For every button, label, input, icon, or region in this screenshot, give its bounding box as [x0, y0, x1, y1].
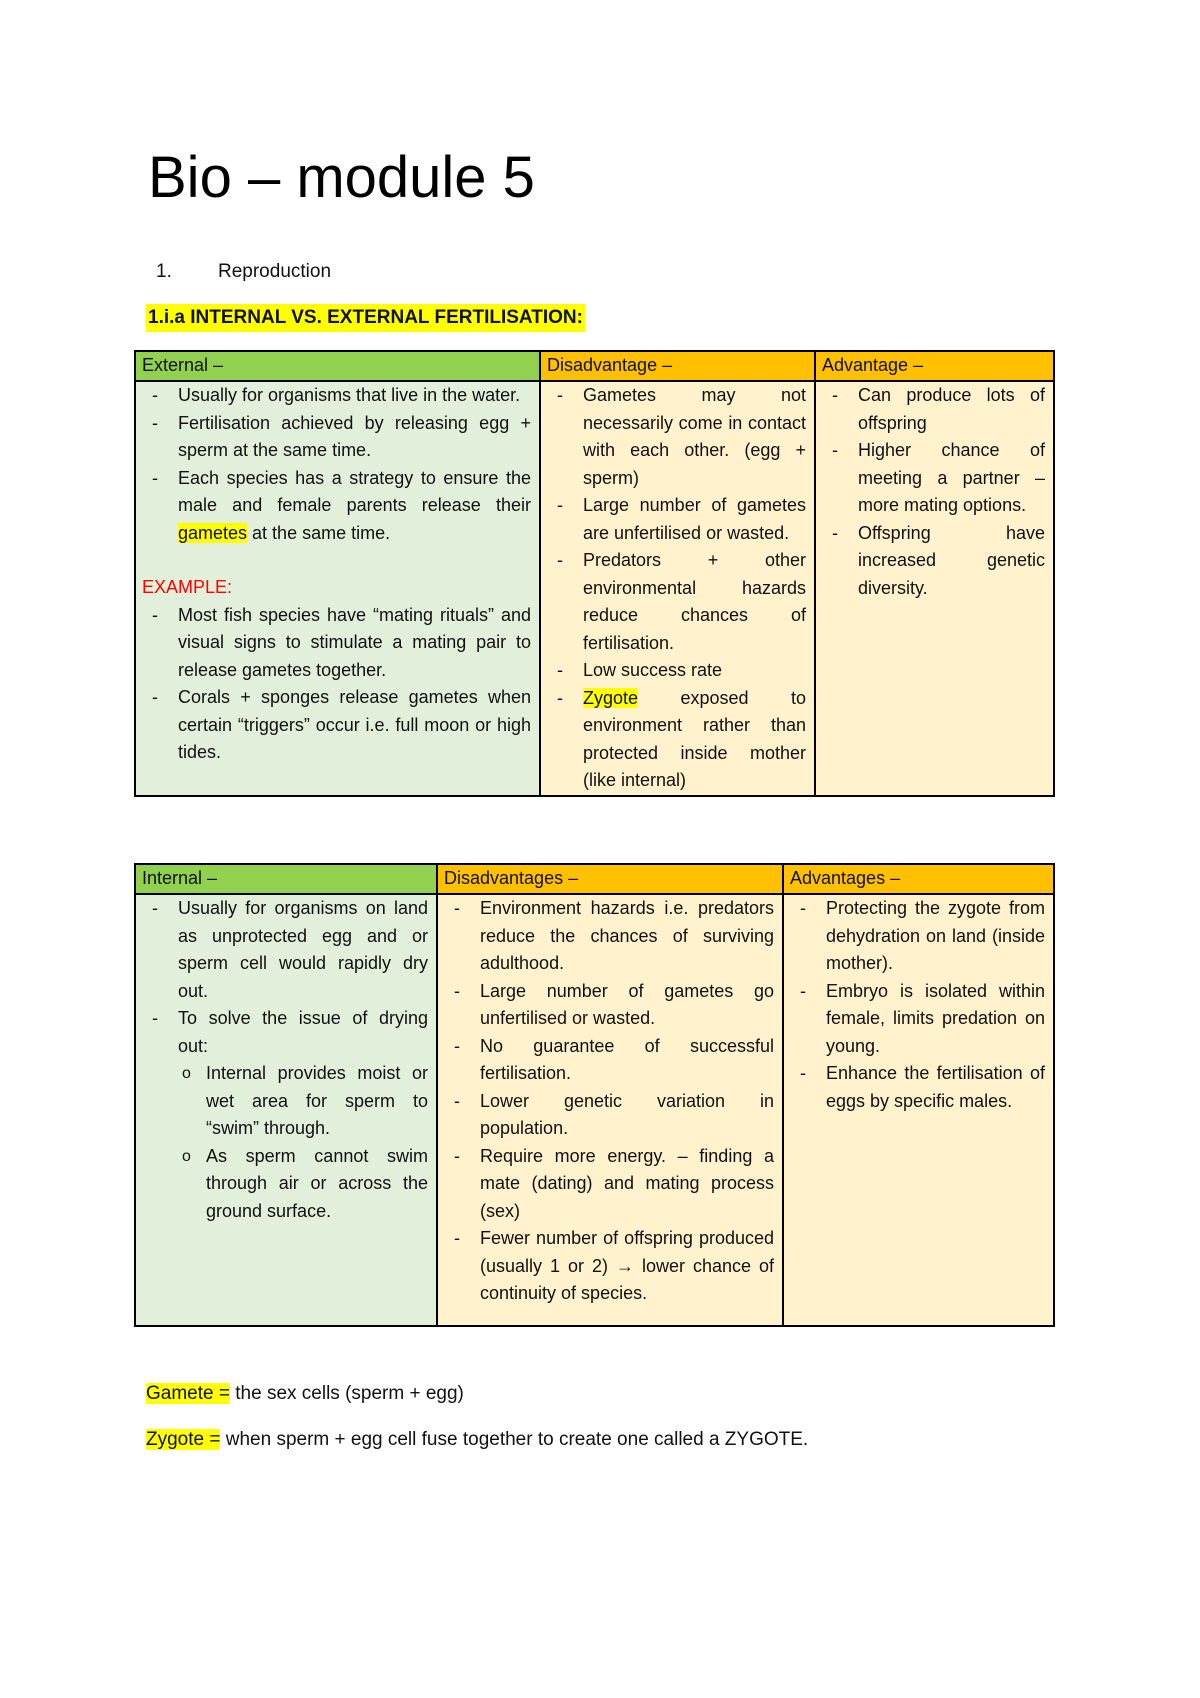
internal-description-cell: [135, 894, 437, 1326]
list-item: - Fertilisation achieved by releasing egg + sperm at the same time.: [142, 410, 531, 465]
list-item: - Zygote exposed to environment rather than protected inside mother (like internal): [547, 685, 806, 795]
header-advantage: Advantage –: [815, 351, 1054, 381]
list-item: - Low success rate: [547, 657, 806, 685]
section-label: Reproduction: [218, 261, 332, 282]
list-item: - Enhance the fertilisation of eggs by specific males.: [790, 1060, 1045, 1115]
external-fertilisation-table: [134, 350, 1055, 797]
list-item: - Protecting the zygote from dehydration on land (inside mother).: [790, 895, 1045, 978]
table-header-row: [135, 351, 1054, 381]
section-number: 1.: [156, 261, 172, 282]
list-item: - Usually for organisms that live in the water.: [142, 382, 531, 410]
external-description-cell: [135, 381, 540, 796]
list-item: - Most fish species have “mating rituals” and visual signs to stimulate a mating pair to release gametes together.: [142, 602, 531, 685]
table-body-row: [135, 894, 1054, 1326]
definition-zygote: [146, 1426, 808, 1454]
list-item: - Lower genetic variation in population.: [444, 1088, 774, 1143]
header-internal: Internal –: [135, 864, 437, 894]
definition-text: when sperm + egg cell fuse together to create one called a ZYGOTE.: [220, 1429, 809, 1450]
list-item: - Can produce lots of offspring: [822, 382, 1045, 437]
definition-term: Gamete =: [146, 1383, 230, 1404]
internal-fertilisation-table: [134, 863, 1055, 1327]
table-body-row: [135, 381, 1054, 796]
list-item: - Each species has a strategy to ensure the male and female parents release their gametes at the same time.: [142, 465, 531, 548]
external-disadvantage-cell: [540, 381, 815, 796]
table-header-row: [135, 864, 1054, 894]
highlighted-term: gametes: [178, 522, 248, 543]
list-item: - Embryo is isolated within female, limits predation on young.: [790, 978, 1045, 1061]
list-item: - Large number of gametes go unfertilised or wasted.: [444, 978, 774, 1033]
list-item: - Environment hazards i.e. predators reduce the chances of surviving adulthood.: [444, 895, 774, 978]
header-disadvantage: Disadvantage –: [540, 351, 815, 381]
list-item: - Corals + sponges release gametes when certain “triggers” occur i.e. full moon or high tides.: [142, 684, 531, 767]
list-item: - Large number of gametes are unfertilised or wasted.: [547, 492, 806, 547]
list-item: - Predators + other environmental hazards reduce chances of fertilisation.: [547, 547, 806, 657]
header-disadvantages: Disadvantages –: [437, 864, 783, 894]
list-item: - Gametes may not necessarily come in contact with each other. (egg + sperm): [547, 382, 806, 492]
list-item: - No guarantee of successful fertilisation.: [444, 1033, 774, 1088]
header-external: External –: [135, 351, 540, 381]
definition-gamete: [146, 1380, 464, 1408]
list-item: - Fewer number of offspring produced (usually 1 or 2) → lower chance of continuity of species.: [444, 1225, 774, 1308]
internal-advantage-cell: [783, 894, 1054, 1326]
sub-list-item: o As sperm cannot swim through air or across the ground surface.: [178, 1143, 428, 1226]
internal-disadvantage-cell: [437, 894, 783, 1326]
list-item: - Higher chance of meeting a partner – more mating options.: [822, 437, 1045, 520]
external-advantage-cell: [815, 381, 1054, 796]
header-advantages: Advantages –: [783, 864, 1054, 894]
highlighted-term: Zygote: [583, 687, 639, 708]
list-item: - Offspring have increased genetic diversity.: [822, 520, 1045, 603]
definition-term: Zygote =: [146, 1429, 221, 1450]
list-item: - Usually for organisms on land as unprotected egg and or sperm cell would rapidly dry out.: [142, 895, 428, 1005]
section-heading: [156, 258, 331, 286]
page-title: Bio – module 5: [148, 145, 535, 210]
list-item: - Require more energy. – finding a mate (dating) and mating process (sex): [444, 1143, 774, 1226]
list-item: - To solve the issue of drying out: o Internal provides moist or wet area for sperm to “swim” through. o As sperm cannot swim through air or across the ground surface.: [142, 1005, 428, 1225]
sub-list-item: o Internal provides moist or wet area for sperm to “swim” through.: [178, 1060, 428, 1143]
example-label: EXAMPLE:: [142, 577, 233, 597]
definition-text: the sex cells (sperm + egg): [229, 1383, 464, 1404]
subheading: 1.i.a INTERNAL VS. EXTERNAL FERTILISATION:: [146, 304, 585, 332]
